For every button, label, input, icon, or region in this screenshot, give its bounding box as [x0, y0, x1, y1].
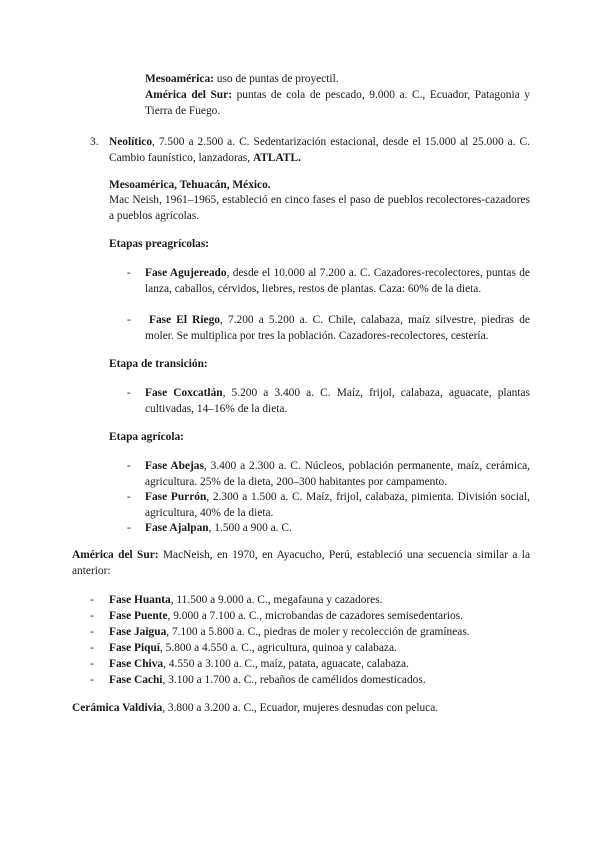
intro-sur-text: puntas de cola de pescado, 9.000 a. C., Ecuador, Patagonia y Tierra de Fuego. [145, 89, 530, 117]
intro-america-sur [145, 88, 530, 119]
list-dash: - [90, 594, 94, 606]
intro-meso-text: uso de puntas de proyectil. [213, 73, 339, 85]
list-dash: - [127, 267, 131, 279]
atlatl-term: ATLATL. [252, 151, 301, 164]
sudamerica-label: América del Sur: [72, 549, 159, 561]
list-item: Fase Ajalpan, 1.500 a 900 a. C. [145, 522, 292, 534]
fase-piqui-label: Fase Piquí [109, 642, 160, 654]
list-dash: - [90, 642, 94, 654]
list-number: 3. [90, 136, 99, 148]
intro-mesoamerica [145, 72, 530, 88]
tehuacan-heading: Mesoamérica, Tehuacán, México. [109, 179, 271, 191]
list-dash: - [127, 387, 131, 399]
fase-huanta-label: Fase Huanta [109, 594, 171, 606]
transicion-heading: Etapa de transición: [109, 358, 208, 370]
fase-ajalpan-label: Fase Ajalpan [145, 522, 209, 534]
fase-coxcatlan-label: Fase Coxcatlán [145, 387, 223, 399]
list-dash: - [90, 658, 94, 670]
neolitico-paragraph [109, 135, 530, 166]
sudamerica-text: MacNeish, en 1970, en Ayacucho, Perú, estableció una secuencia similar a la anterior: [72, 549, 531, 577]
list-item: Fase El Riego, 7.200 a 5.200 a. C. Chile, calabaza, maíz silvestre, piedras de moler. Se multiplica por tres la población. Cazadores-recolectores, cestería. [145, 314, 530, 342]
valdivia-label: Cerámica Valdivia [72, 702, 163, 714]
fase-chiva-label: Fase Chiva [109, 658, 164, 670]
intro-meso-label: Mesoamérica: [145, 73, 214, 85]
fase-el-riego-label: Fase El Riego [149, 314, 220, 326]
list-item: Fase Abejas, 3.400 a 2.300 a. C. Núcleos, población permanente, maíz, cerámica, agricultura. 25% de la dieta, 200–300 habitantes por campamento. [145, 460, 531, 488]
valdivia-text: , 3.800 a 3.200 a. C., Ecuador, mujeres desnudas con peluca. [162, 702, 439, 714]
fase-purron-label: Fase Purrón [145, 491, 207, 503]
list-dash: - [127, 491, 131, 503]
list-item: Fase Agujereado, desde el 10.000 al 7.200 a. C. Cazadores-recolectores, puntas de lanza, caballos, cérvidos, liebres, restos de plantas. Caza: 60% de la dieta. [145, 267, 530, 295]
list-item: Fase Jaigua, 7.100 a 5.800 a. C., piedras de moler y recolección de gramíneas. [109, 626, 470, 638]
list-dash: - [127, 460, 131, 472]
list-dash: - [90, 626, 94, 638]
list-item: Fase Cachi, 3.100 a 1.700 a. C., rebaños de camélidos domesticados. [109, 674, 426, 686]
list-item: Fase Purrón, 2.300 a 1.500 a. C. Maíz, frijol, calabaza, pimienta. División social, agricultura, 40% de la dieta. [145, 491, 530, 519]
fase-agujereado-label: Fase Agujereado [145, 267, 227, 279]
sudamerica-paragraph [72, 548, 530, 579]
fase-puente-label: Fase Puente [109, 610, 168, 622]
fase-jaigua-label: Fase Jaigua [109, 626, 167, 638]
list-dash: - [90, 610, 94, 622]
agricola-heading: Etapa agrícola: [109, 431, 184, 443]
list-dash: - [127, 314, 131, 326]
valdivia-paragraph [72, 701, 530, 717]
fase-abejas-label: Fase Abejas [145, 460, 204, 472]
list-item: Fase Piquí, 5.800 a 4.550 a. C., agricultura, quinoa y calabaza. [109, 642, 397, 654]
neolitico-label: Neolítico [109, 136, 153, 148]
list-item: Fase Coxcatlán, 5.200 a 3.400 a. C. Maíz, frijol, calabaza, aguacate, plantas cultivadas, 14–16% de la dieta. [145, 387, 530, 415]
list-dash: - [127, 522, 131, 534]
list-item: Fase Chiva, 4.550 a 3.100 a. C., maíz, patata, aguacate, calabaza. [109, 658, 409, 670]
neolitico-text: , 7.500 a 2.500 a. C. Sedentarización estacional, desde el 15.000 al 25.000 a. C. Cambio faunístico, lanzadoras, [109, 136, 530, 164]
list-item: Fase Puente, 9.000 a 7.100 a. C., microbandas de cazadores semisedentarios. [109, 610, 463, 622]
fase-cachi-label: Fase Cachi [109, 674, 163, 686]
list-dash: - [90, 674, 94, 686]
tehuacan-text: Mac Neish, 1961–1965, estableció en cinco fases el paso de pueblos recolectores-cazadores a pueblos agrícolas. [109, 194, 530, 222]
intro-sur-label: América del Sur: [145, 89, 232, 101]
preagricolas-heading: Etapas preagrícolas: [109, 238, 210, 250]
list-item: Fase Huanta, 11.500 a 9.000 a. C., megafauna y cazadores. [109, 594, 383, 606]
